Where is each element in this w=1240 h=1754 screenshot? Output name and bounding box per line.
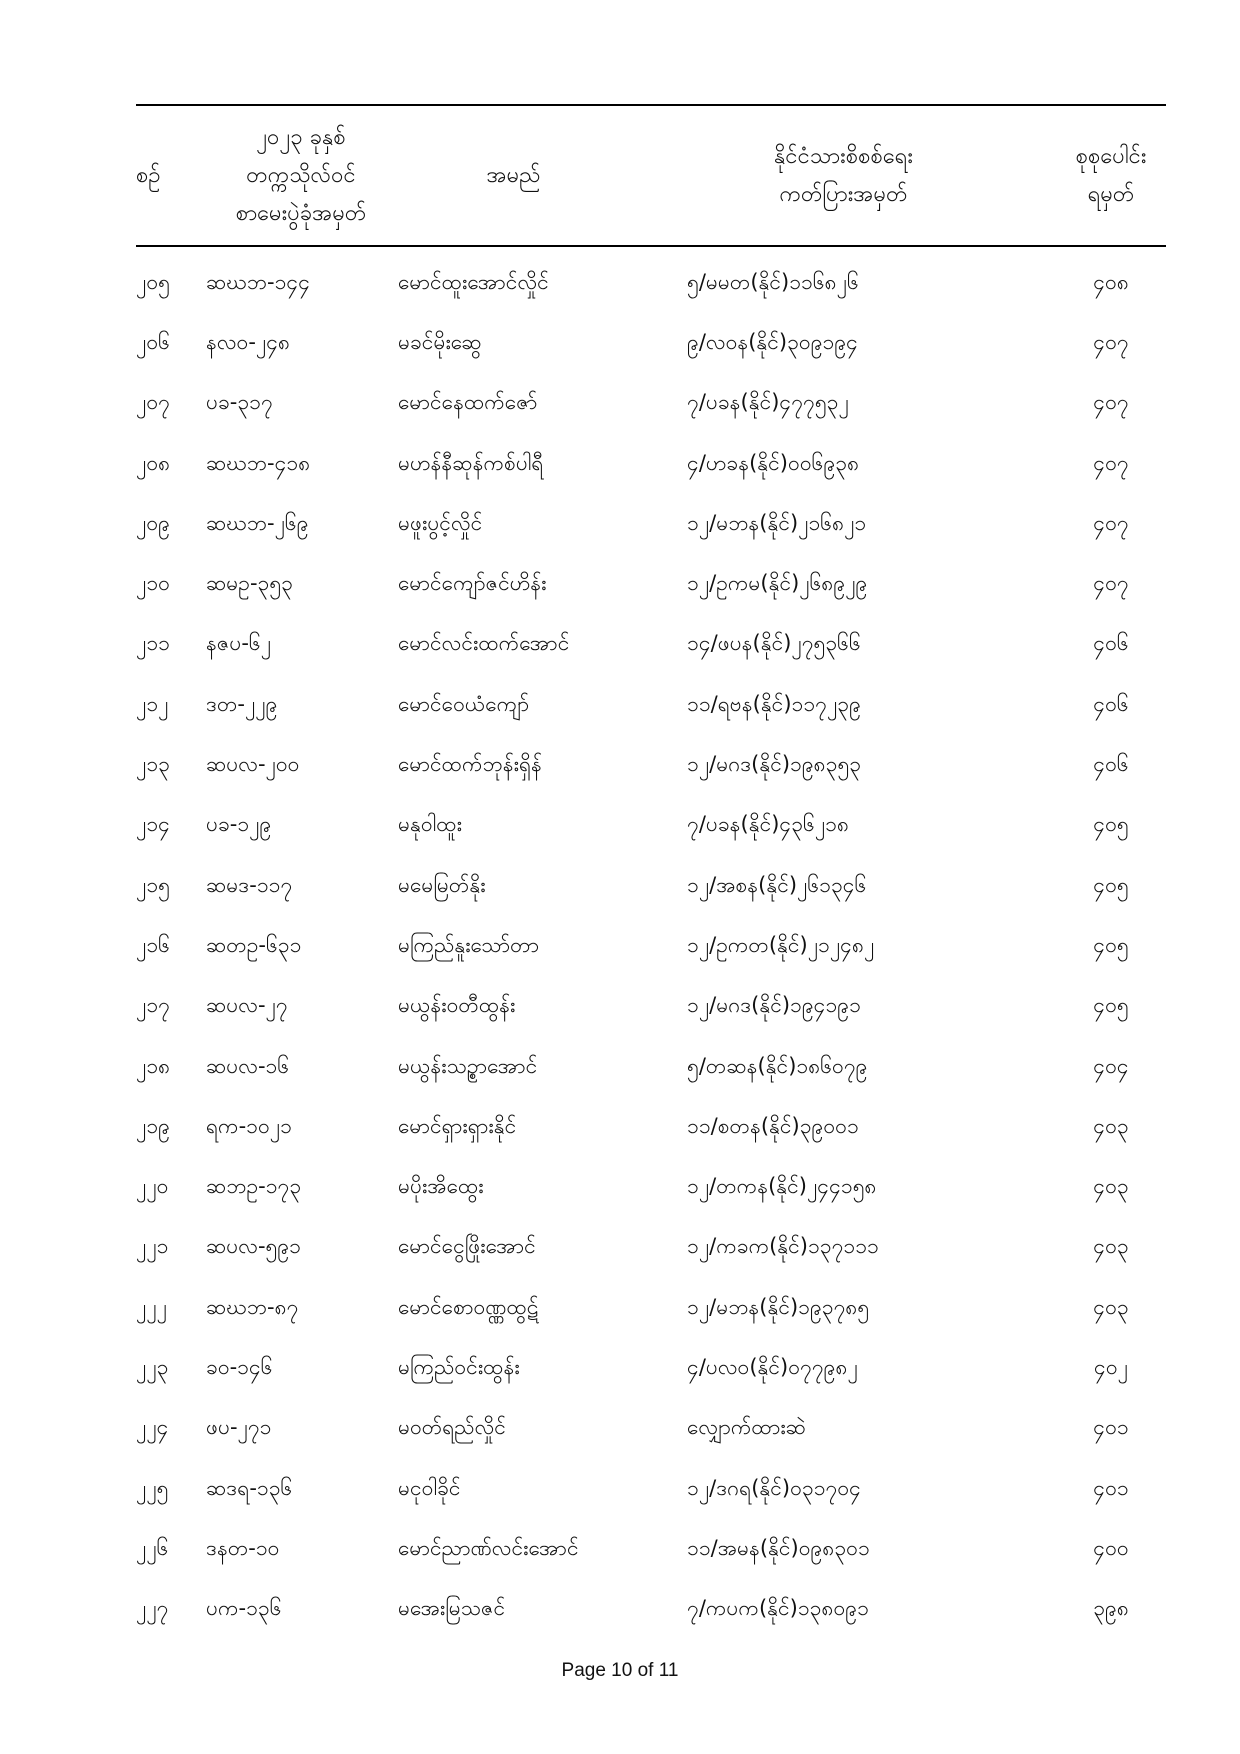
nrc-cell: ၁၂/ဒဂရ(နိုင်)၀၃၁၇၀၄ bbox=[687, 1475, 861, 1500]
marks-cell: ၄၀၀ bbox=[1093, 1535, 1129, 1560]
marks-cell: ၄၀၅ bbox=[1093, 872, 1129, 897]
serial-cell: ၂၁၆ bbox=[136, 932, 170, 957]
table-row bbox=[136, 1098, 1166, 1158]
nrc-cell: ၅/မမတ(နိုင်)၁၁၆၈၂၆ bbox=[687, 269, 859, 294]
serial-cell: ၂၁၉ bbox=[136, 1113, 170, 1138]
seat-number-cell: ဆဃဘ-၁၄၄ bbox=[206, 269, 311, 294]
marks-cell: ၄၀၆ bbox=[1093, 631, 1129, 656]
name-cell: မောင်စောဝဏ္ဏထွဋ် bbox=[398, 1294, 539, 1319]
table-row bbox=[136, 1158, 1166, 1218]
name-cell: မခင်မိုးဆွေ bbox=[398, 329, 482, 354]
header-serial: စဉ် bbox=[136, 162, 161, 188]
nrc-cell: ၁၂/အစန(နိုင်)၂၆၁၃၄၆ bbox=[687, 872, 867, 897]
seat-number-cell: ပခ-၃၁၇ bbox=[206, 390, 273, 415]
marks-cell: ၄၀၄ bbox=[1093, 1053, 1129, 1078]
name-cell: မယွန်းသဥ္စာအောင် bbox=[398, 1053, 538, 1078]
table-row bbox=[136, 1460, 1166, 1520]
table-row bbox=[136, 1400, 1166, 1460]
marks-cell: ၄၀၃ bbox=[1093, 1174, 1129, 1199]
table-row bbox=[136, 917, 1166, 977]
table-header-rule bbox=[136, 245, 1166, 247]
name-cell: မကြည်နူးသော်တာ bbox=[398, 932, 540, 957]
table-row bbox=[136, 254, 1166, 314]
name-cell: မောင်ရှားရှားနိုင် bbox=[398, 1113, 517, 1138]
table-row bbox=[136, 314, 1166, 374]
name-cell: မယွန်းဝတီထွန်း bbox=[398, 993, 516, 1018]
marks-cell: ၄၀၃ bbox=[1093, 1113, 1129, 1138]
nrc-cell: ၁၁/အမန(နိုင်)၀၉၈၃၀၁ bbox=[687, 1535, 870, 1560]
name-cell: မောင်လင်းထက်အောင် bbox=[398, 631, 570, 656]
header-name: အမည် bbox=[486, 162, 541, 188]
marks-cell: ၄၀၇ bbox=[1093, 390, 1129, 415]
serial-cell: ၂၁၂ bbox=[136, 691, 169, 716]
name-cell: မအေးမြသဇင် bbox=[398, 1596, 506, 1621]
seat-number-cell: ဆပလ-၂၀၀ bbox=[206, 752, 300, 777]
table-row bbox=[136, 1279, 1166, 1339]
serial-cell: ၂၁၈ bbox=[136, 1053, 171, 1078]
nrc-cell: ၁၁/ရဗန(နိုင်)၁၁၇၂၃၉ bbox=[687, 691, 861, 716]
table-row bbox=[136, 978, 1166, 1038]
seat-number-cell: ဆဃဘ-၂၆၉ bbox=[206, 510, 309, 535]
name-cell: မကြည်ဝင်းထွန်း bbox=[398, 1354, 520, 1379]
seat-number-cell: ဆမဥ-၃၅၃ bbox=[206, 571, 293, 596]
seat-number-cell: ဆပလ-၅၉၁ bbox=[206, 1234, 301, 1259]
serial-cell: ၂၂၃ bbox=[136, 1354, 169, 1379]
serial-cell: ၂၂၇ bbox=[136, 1596, 169, 1621]
serial-cell: ၂၀၉ bbox=[136, 510, 170, 535]
nrc-cell: ၁၂/မဘန(နိုင်)၂၁၆၈၂၁ bbox=[687, 510, 867, 535]
table-row bbox=[136, 616, 1166, 676]
serial-cell: ၂၀၆ bbox=[136, 329, 170, 354]
seat-number-cell: ဆမဒ-၁၁၇ bbox=[206, 872, 293, 897]
nrc-cell: ၇/ပခန(နိုင်)၄၇၇၅၃၂ bbox=[687, 390, 849, 415]
marks-cell: ၄၀၃ bbox=[1093, 1234, 1129, 1259]
header-nrc-number: နိုင်ငံသားစိစစ်ရေး ကတ်ပြားအမှတ် bbox=[774, 143, 913, 207]
seat-number-cell: ဒတ-၂၂၉ bbox=[206, 691, 278, 716]
nrc-cell: ၁၂/မဂဒ(နိုင်)၁၉၈၃၅၃ bbox=[687, 752, 862, 777]
nrc-cell: ၁၂/မဂဒ(နိုင်)၁၉၄၁၉၁ bbox=[687, 993, 861, 1018]
serial-cell: ၂၂၂ bbox=[136, 1294, 167, 1319]
nrc-cell: ၇/ပခန(နိုင်)၄၃၆၂၁၈ bbox=[687, 812, 849, 837]
seat-number-cell: ဆဃဘ-၄၁၈ bbox=[206, 450, 311, 475]
seat-number-cell: ဆဃဘ-၈၇ bbox=[206, 1294, 299, 1319]
nrc-cell: လျှောက်ထားဆဲ bbox=[687, 1415, 806, 1440]
nrc-cell: ၁၂/ဥကမ(နိုင်)၂၆၈၉၂၉ bbox=[687, 571, 868, 596]
name-cell: မပိုးအိထွေး bbox=[398, 1174, 484, 1199]
seat-number-cell: ဆပလ-၂၇ bbox=[206, 993, 288, 1018]
table-row bbox=[136, 1581, 1166, 1641]
nrc-cell: ၁၂/ကခက(နိုင်)၁၃၇၁၁၁ bbox=[687, 1234, 879, 1259]
serial-cell: ၂၂၄ bbox=[136, 1415, 169, 1440]
seat-number-cell: ခဝ-၁၄၆ bbox=[206, 1354, 273, 1379]
table-row bbox=[136, 857, 1166, 917]
table-row bbox=[136, 1038, 1166, 1098]
name-cell: မဟန်နီဆုန်ကစ်ပါရီ bbox=[398, 450, 544, 475]
seat-number-cell: ပက-၁၃၆ bbox=[206, 1596, 282, 1621]
marks-cell: ၄၀၂ bbox=[1094, 1354, 1128, 1379]
nrc-cell: ၁၂/တကန(နိုင်)၂၄၄၁၅၈ bbox=[687, 1174, 877, 1199]
serial-cell: ၂၀၅ bbox=[136, 269, 170, 294]
name-cell: မောင်ကျော်ဇင်ဟိန်း bbox=[398, 571, 547, 596]
name-cell: မောင်ညာဏ်လင်းအောင် bbox=[398, 1535, 579, 1560]
marks-cell: ၄၀၅ bbox=[1093, 932, 1129, 957]
nrc-cell: ၄/ဟခန(နိုင်)၀၀၆၉၃၈ bbox=[687, 450, 860, 475]
serial-cell: ၂၂၅ bbox=[136, 1475, 169, 1500]
name-cell: မငုဝါခိုင် bbox=[398, 1475, 461, 1500]
table-row bbox=[136, 495, 1166, 555]
marks-cell: ၃၉၈ bbox=[1093, 1596, 1129, 1621]
marks-cell: ၄၀၆ bbox=[1093, 691, 1129, 716]
serial-cell: ၂၀၇ bbox=[136, 390, 170, 415]
seat-number-cell: ဆဒရ-၁၃၆ bbox=[206, 1475, 293, 1500]
nrc-cell: ၁၁/စတန(နိုင်)၃၉၀၀၁ bbox=[687, 1113, 859, 1138]
name-cell: မမေမြတ်နိုး bbox=[398, 872, 486, 897]
seat-number-cell: ရက-၁၀၂၁ bbox=[206, 1113, 292, 1138]
serial-cell: ၂၂၆ bbox=[136, 1535, 169, 1560]
table-row bbox=[136, 1520, 1166, 1580]
nrc-cell: ၁၂/ဥကတ(နိုင်)၂၁၂၄၈၂ bbox=[687, 932, 875, 957]
serial-cell: ၂၁၇ bbox=[136, 993, 170, 1018]
serial-cell: ၂၁၀ bbox=[136, 571, 170, 596]
table-row bbox=[136, 375, 1166, 435]
marks-cell: ၄၀၁ bbox=[1093, 1415, 1129, 1440]
serial-cell: ၂၁၅ bbox=[136, 872, 170, 897]
serial-cell: ၂၂၁ bbox=[136, 1234, 169, 1259]
name-cell: မောင်နေထက်ဇော် bbox=[398, 390, 538, 415]
seat-number-cell: နလဝ-၂၄၈ bbox=[206, 329, 291, 354]
serial-cell: ၂၀၈ bbox=[136, 450, 171, 475]
table-row bbox=[136, 1219, 1166, 1279]
serial-cell: ၂၂၀ bbox=[136, 1174, 169, 1199]
name-cell: မောင်ငွေဖြိုးအောင် bbox=[398, 1234, 536, 1259]
name-cell: မဖူးပွင့်လှိုင် bbox=[398, 510, 483, 535]
table-row bbox=[136, 736, 1166, 796]
table-header-row bbox=[136, 106, 1166, 245]
nrc-cell: ၇/ကပက(နိုင်)၁၃၈၀၉၁ bbox=[687, 1596, 869, 1621]
seat-number-cell: ဒနတ-၁၀ bbox=[206, 1535, 280, 1560]
nrc-cell: ၁၂/မဘန(နိုင်)၁၉၃၇၈၅ bbox=[687, 1294, 870, 1319]
name-cell: မောင်ထက်ဘုန်းရှိန် bbox=[398, 752, 542, 777]
nrc-cell: ၅/တဆန(နိုင်)၁၈၆၀၇၉ bbox=[687, 1053, 868, 1078]
table-row bbox=[136, 676, 1166, 736]
marks-cell: ၄၀၅ bbox=[1093, 993, 1129, 1018]
marks-cell: ၄၀၇ bbox=[1093, 450, 1129, 475]
serial-cell: ၂၁၁ bbox=[136, 631, 170, 656]
marks-cell: ၄၀၆ bbox=[1093, 752, 1129, 777]
name-cell: မဝတ်ရည်လှိုင် bbox=[398, 1415, 506, 1440]
header-total-marks: စုစုပေါင်း ရမှတ် bbox=[1075, 143, 1147, 207]
seat-number-cell: ဆတဥ-၆၃၁ bbox=[206, 932, 302, 957]
seat-number-cell: နဇပ-၆၂ bbox=[206, 631, 272, 656]
table-row bbox=[136, 435, 1166, 495]
seat-number-cell: ဆပလ-၁၆ bbox=[206, 1053, 290, 1078]
nrc-cell: ၄/ပလဝ(နိုင်)၀၇၇၉၈၂ bbox=[687, 1354, 858, 1379]
name-cell: မောင်ဝေယံကျော် bbox=[398, 691, 530, 716]
seat-number-cell: ဖပ-၂၇၁ bbox=[206, 1415, 272, 1440]
seat-number-cell: ပခ-၁၂၉ bbox=[206, 812, 272, 837]
marks-cell: ၄၀၇ bbox=[1093, 571, 1129, 596]
name-cell: မနုဝါထူး bbox=[398, 812, 462, 837]
serial-cell: ၂၁၃ bbox=[136, 752, 170, 777]
name-cell: မောင်ထူးအောင်လှိုင် bbox=[398, 269, 549, 294]
table-row bbox=[136, 555, 1166, 615]
serial-cell: ၂၁၄ bbox=[136, 812, 170, 837]
seat-number-cell: ဆဘဥ-၁၇၃ bbox=[206, 1174, 302, 1199]
marks-cell: ၄၀၃ bbox=[1093, 1294, 1129, 1319]
nrc-cell: ၉/လဝန(နိုင်)၃၀၉၁၉၄ bbox=[687, 329, 858, 354]
table-row bbox=[136, 1339, 1166, 1399]
nrc-cell: ၁၄/ဖပန(နိုင်)၂၇၅၃၆၆ bbox=[687, 631, 861, 656]
marks-cell: ၄၀၇ bbox=[1093, 329, 1129, 354]
marks-cell: ၄၀၅ bbox=[1093, 812, 1129, 837]
table-body bbox=[136, 254, 1166, 1641]
marks-cell: ၄၀၈ bbox=[1093, 269, 1129, 294]
table-row bbox=[136, 797, 1166, 857]
page-number: Page 10 of 11 bbox=[561, 1660, 679, 1681]
marks-cell: ၄၀၁ bbox=[1093, 1475, 1129, 1500]
header-exam-seat-number: ၂၀၂၃ ခုနှစ် တက္ကသိုလ်ဝင် စာမေးပွဲခုံအမှတ် bbox=[235, 124, 367, 226]
marks-cell: ၄၀၇ bbox=[1093, 510, 1129, 535]
